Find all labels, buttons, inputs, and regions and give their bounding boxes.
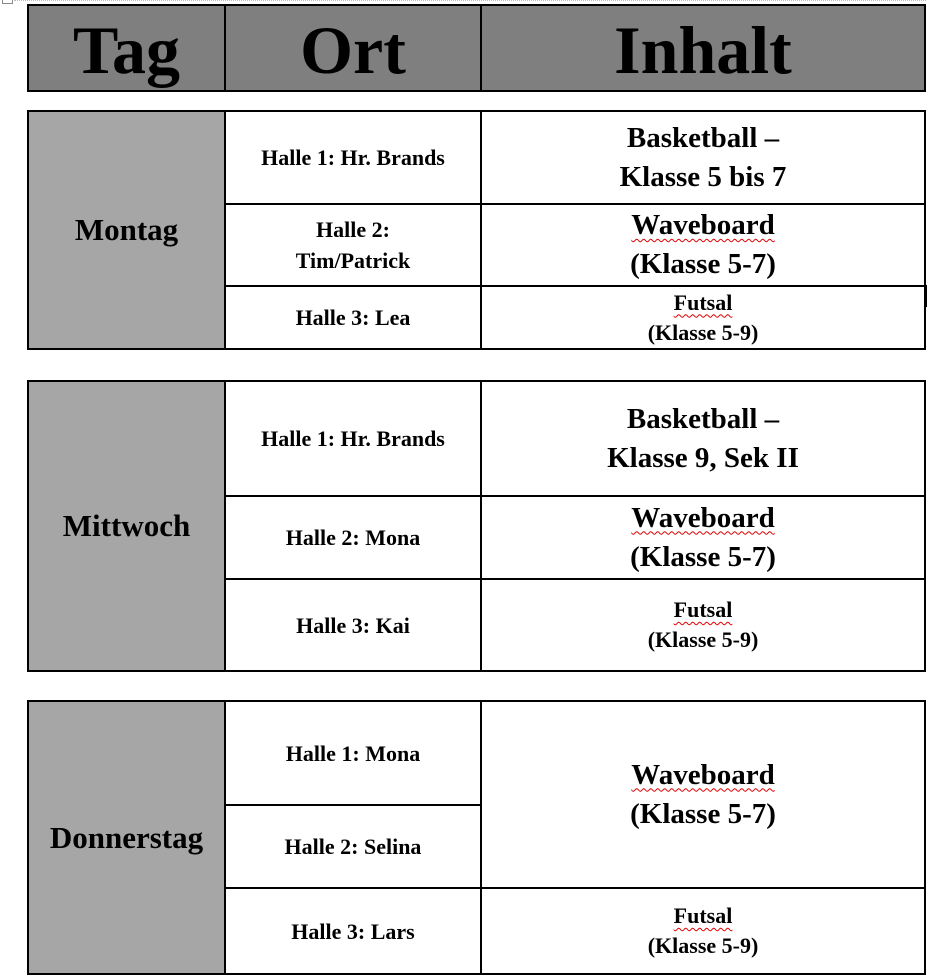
ort-cell: Halle 1: Hr. Brands [225,111,481,204]
inhalt-class: Klasse 5 bis 7 [619,160,787,193]
table-row [28,381,925,496]
inhalt-cell [481,286,925,349]
inhalt-cell [481,888,925,974]
inhalt-cell [481,579,925,671]
inhalt-cell [481,204,925,286]
day-cell-donnerstag: Donnerstag [28,701,225,974]
inhalt-class: (Klasse 5-9) [647,627,759,652]
table-row [28,701,925,805]
header-tag: Tag [28,5,225,91]
inhalt-cell [481,381,925,496]
donnerstag-table [27,700,926,975]
ort-line: Halle 2: [316,217,390,242]
table-move-handle[interactable] [2,0,13,4]
text-cursor [925,285,927,307]
montag-table [27,110,926,350]
ort-cell: Halle 3: Lea [225,286,481,349]
inhalt-class: (Klasse 5-9) [647,933,759,958]
inhalt-cell [481,111,925,204]
ort-cell: Halle 2: Selina [225,805,481,888]
page-margin-guide [14,0,926,2]
inhalt-class: (Klasse 5-9) [647,319,759,345]
inhalt-cell [481,496,925,579]
table-row [28,111,925,204]
inhalt-class: (Klasse 5-7) [630,540,776,573]
inhalt-cell [481,701,925,888]
inhalt-title: Futsal [673,597,733,622]
header-row [28,5,925,91]
mittwoch-table [27,380,926,672]
ort-cell: Halle 2: Mona [225,496,481,579]
inhalt-title: Futsal [673,903,733,928]
inhalt-class: (Klasse 5-7) [630,797,776,830]
day-cell-mittwoch: Mittwoch [28,381,225,671]
ort-line: Tim/Patrick [295,248,411,273]
ort-cell: Halle 3: Lars [225,888,481,974]
day-cell-montag: Montag [28,111,225,349]
header-ort: Ort [225,5,481,91]
ort-cell [225,204,481,286]
header-table [27,4,926,92]
inhalt-title: Futsal [673,289,733,315]
inhalt-title: Basketball – [626,402,780,435]
inhalt-title: Waveboard [631,501,775,534]
inhalt-class: (Klasse 5-7) [630,248,776,280]
inhalt-title: Waveboard [631,209,775,241]
ort-cell: Halle 1: Hr. Brands [225,381,481,496]
ort-cell: Halle 3: Kai [225,579,481,671]
header-inhalt: Inhalt [481,5,925,91]
ort-cell: Halle 1: Mona [225,701,481,805]
inhalt-title: Basketball – [626,121,780,154]
inhalt-class: Klasse 9, Sek II [607,441,799,474]
inhalt-title: Waveboard [631,758,775,791]
